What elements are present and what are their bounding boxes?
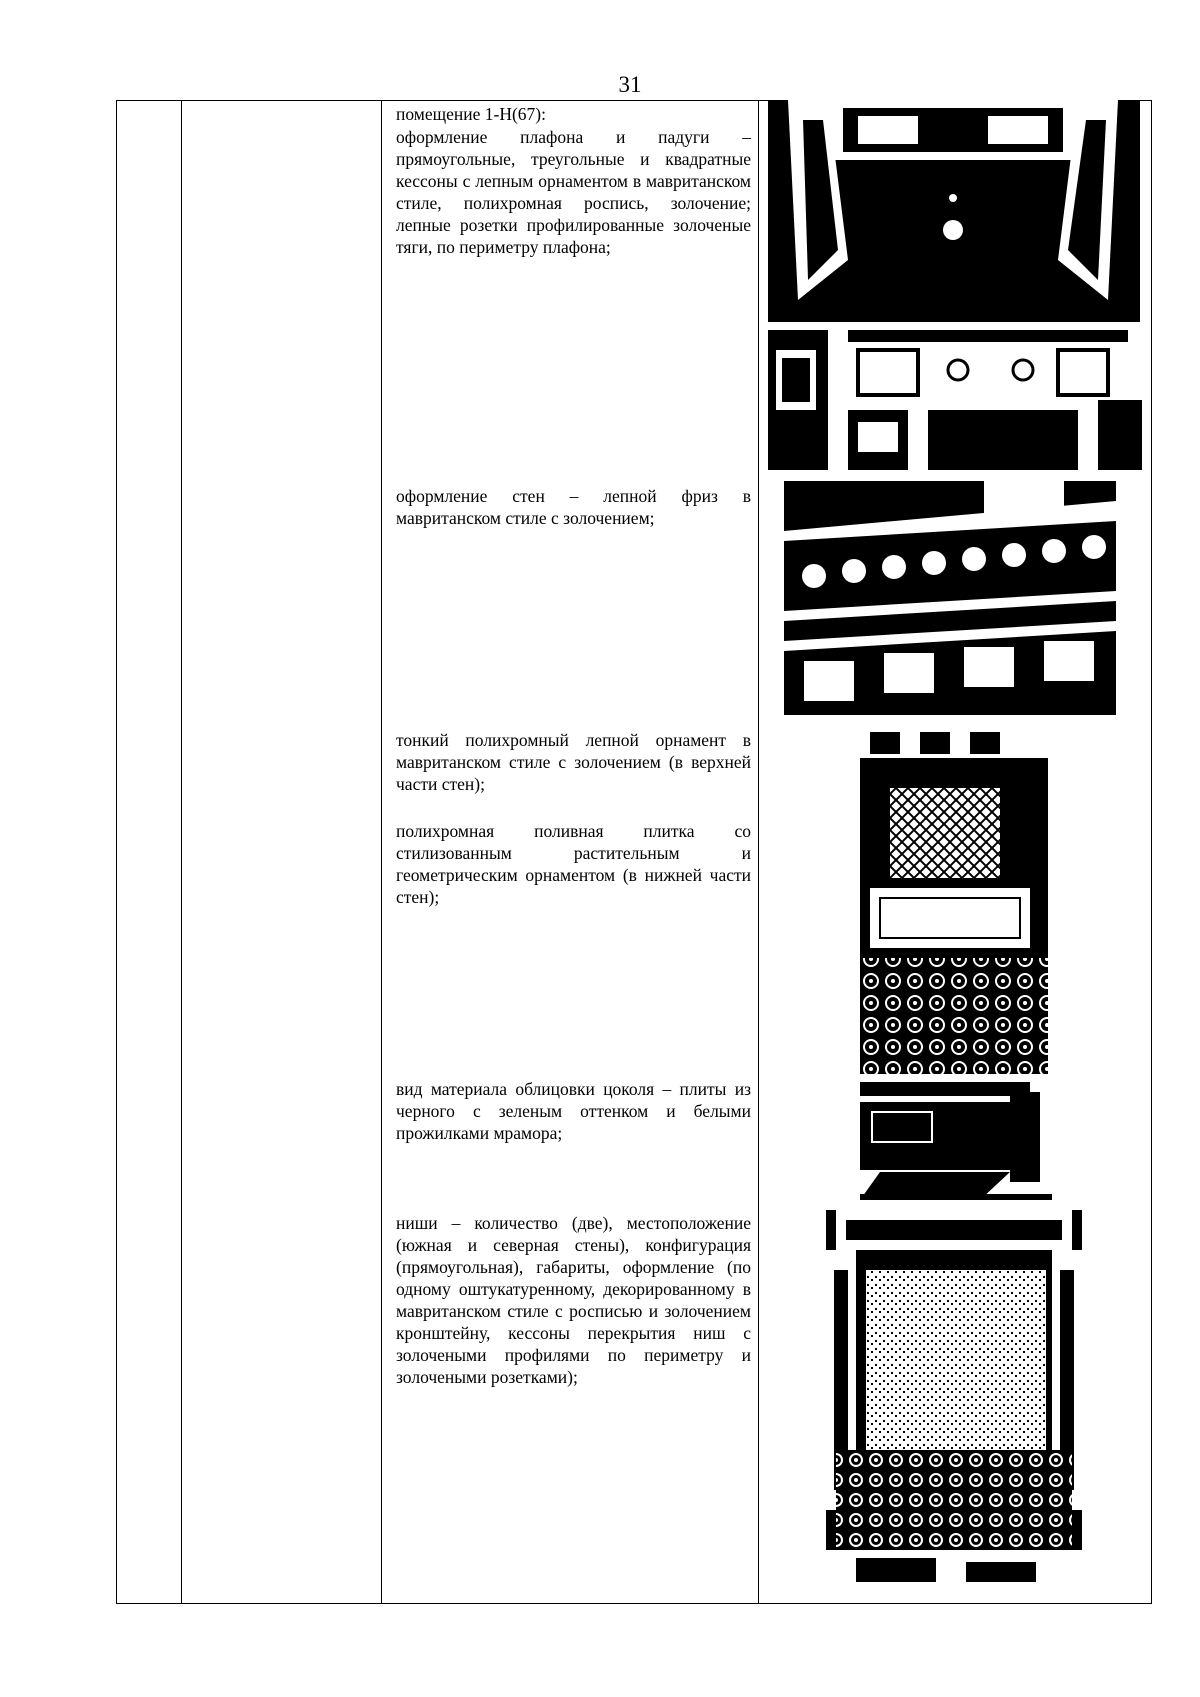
wall-frieze-photo xyxy=(784,481,1116,715)
column-divider xyxy=(758,101,759,1603)
item-niches-description: ниши – количество (две), местоположение (южная и северная стены), конфигурация (прямоугольная), габариты, оформление (по одному оштукатуренному, декорированному в мавританском стиле с росписью и золочением кронштейну, кессоны перекрытия ниш с золочеными профилями по периметру и золочеными розетками); xyxy=(396,1213,751,1387)
room-label: помещение 1-Н(67): xyxy=(396,104,546,124)
page-number: 31 xyxy=(618,72,642,97)
item-upper-ornament-description: тонкий полихромный лепной орнамент в мавританском стиле с золочением (в верхней части стен); xyxy=(396,730,751,794)
column-divider xyxy=(381,101,382,1603)
column-divider xyxy=(181,101,182,1603)
ceiling-photo xyxy=(768,100,1140,322)
niche-photo xyxy=(826,1210,1082,1590)
item-ceiling-description: оформление плафона и падуги – прямоугольные, треугольные и квадратные кессоны с лепным орнаментом в мавританском стиле, полихромная роспись, золочение; лепные розетки профилированные золоченые тяги, по периметру плафона; xyxy=(396,127,751,257)
ceiling-panels-photo xyxy=(768,330,1142,470)
item-plinth-description: вид материала облицовки цоколя – плиты из черного с зеленым оттенком и белыми прожилками мрамора; xyxy=(396,1079,751,1143)
item-tile-description: полихромная поливная плитка со стилизованным растительным и геометрическим орнаментом (в нижней части стен); xyxy=(396,821,751,907)
item-wall-frieze-description: оформление стен – лепной фриз в мавританском стиле с золочением; xyxy=(396,486,751,528)
wall-tiles-photo xyxy=(860,728,1048,1074)
plinth-photo xyxy=(860,1082,1052,1200)
